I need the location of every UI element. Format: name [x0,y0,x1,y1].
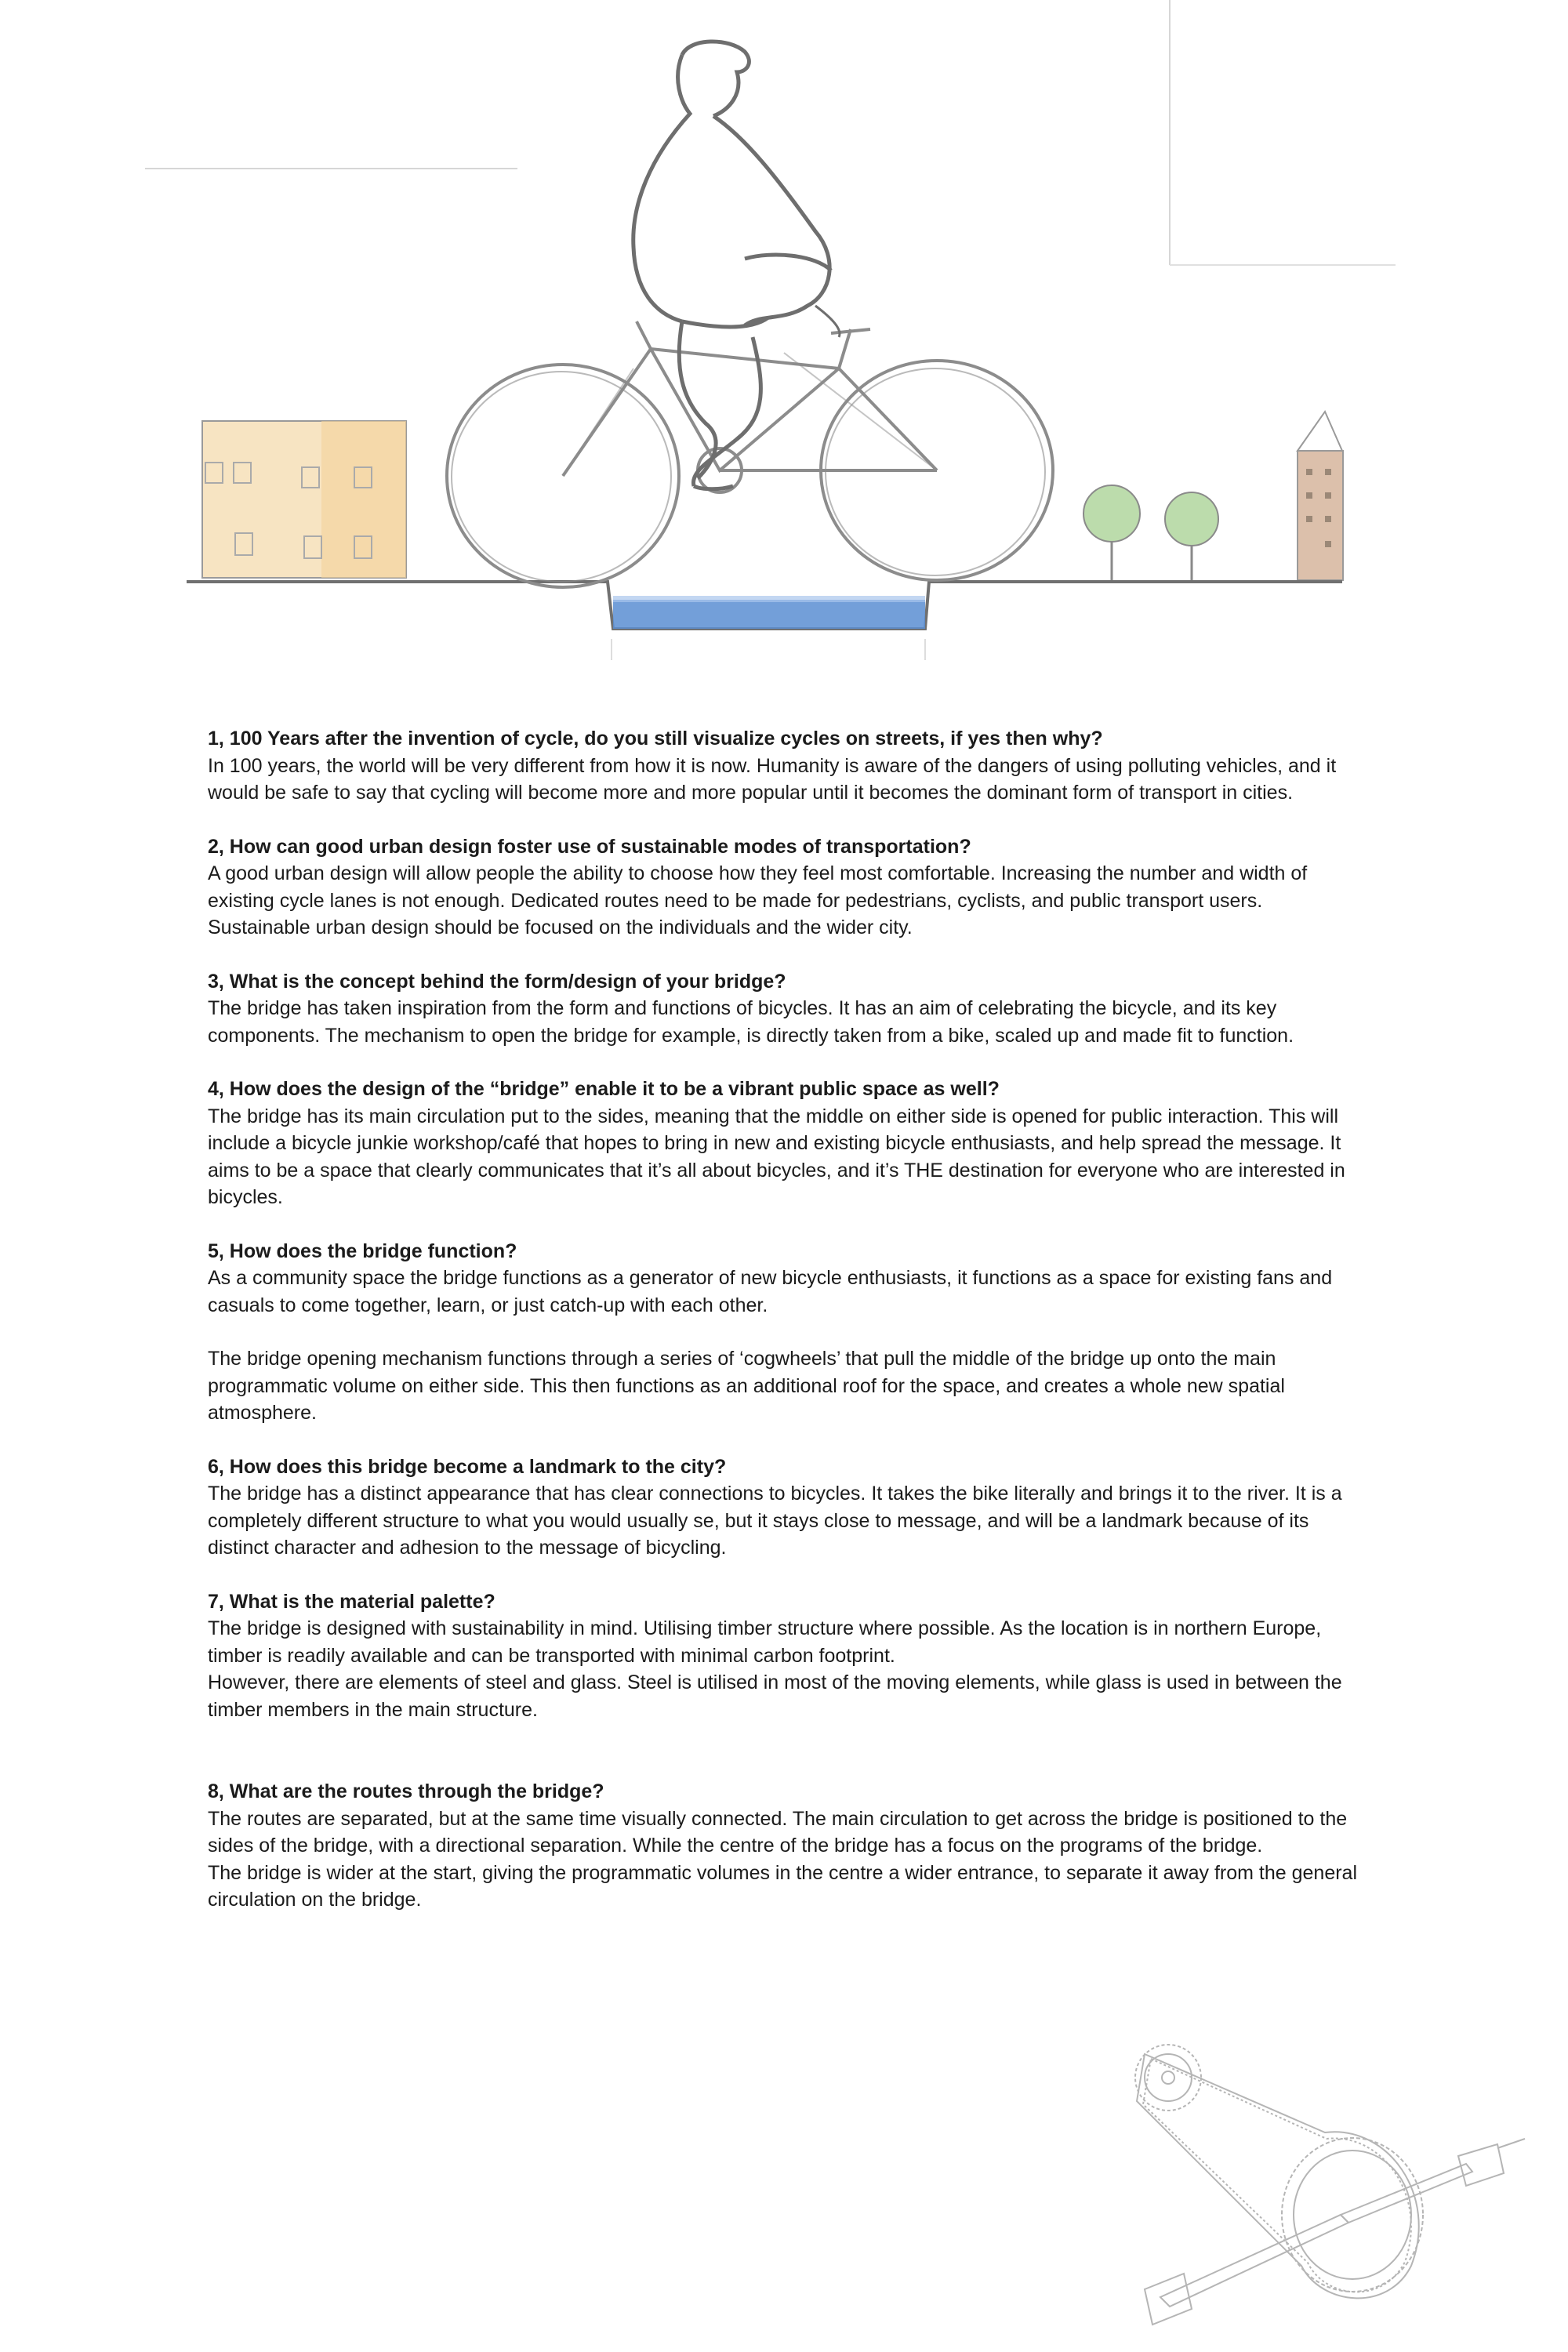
answer-6: The bridge has a distinct appearance that has clear connections to bicycles. It takes the bike literally and brings it to the river. It is a completely different structure to what you would usually se, but it stays close to message, and will be a landmark because of its distinct character and adhesion to the message of bicycling. [208,1483,1342,1559]
question-7: 7, What is the material palette? [208,1590,495,1613]
answer-7: The bridge is designed with sustainability in mind. Utilising timber structure where possible. As the location is in northern Europe, timber is readily available and can be transported with minimal carbon footprint. [208,1617,1322,1667]
chain-mechanism-sketch [1129,2038,1537,2336]
trees [1083,485,1218,582]
answer-7-part-2: However, there are elements of steel and glass. Steel is utilised in most of the moving elements, while glass is used in between the timber members in the main structure. [208,1671,1342,1721]
qa-section-5 [208,1238,1368,1427]
qa-section-4 [208,1076,1368,1211]
answer-1: In 100 years, the world will be very different from how it is now. Humanity is aware of the dangers of using polluting vehicles, and it would be safe to say that cycling will become more and more popular until it becomes the dominant form of transport in cities. [208,754,1337,804]
answer-4: The bridge has its main circulation put to the sides, meaning that the middle on either side is opened for public interaction. This will include a bicycle junkie workshop/café that hopes to bring in new and existing bicycle enthusiasts, and help spread the message. It aims to be a space that clearly communicates that it’s all about bicycles, and it’s THE destination for everyone who are interested in bicycles. [208,1105,1345,1208]
question-4: 4, How does the design of the “bridge” enable it to be a vibrant public space as well? [208,1078,1000,1100]
qa-section-3 [208,968,1368,1050]
bicycle [447,321,1053,587]
qa-section-6 [208,1454,1368,1562]
question-1: 1, 100 Years after the invention of cycle, do you still visualize cycles on streets, if yes then why? [208,728,1103,750]
question-5: 5, How does the bridge function? [208,1240,517,1262]
answer-5: As a community space the bridge functions as a generator of new bicycle enthusiasts, it functions as a space for existing fans and casuals to come together, learn, or just catch-up with each other. [208,1267,1333,1316]
answer-8-part-2: The bridge is wider at the start, giving the programmatic volumes in the centre a wider entrance, to separate it away from the general circulation on the bridge. [208,1861,1358,1911]
answer-8: The routes are separated, but at the same time visually connected. The main circulation to get across the bridge is positioned to the sides of the bridge, with a directional separation. While the centre of the bridge has a focus on the programs of the bridge. [208,1807,1348,1857]
qa-section-8 [208,1778,1368,1914]
building-left [202,421,406,578]
answer-5-part-2: The bridge opening mechanism functions through a series of ‘cogwheels’ that pull the middle of the bridge up onto the main programmatic volume on either side. This then functions as an additional roof for the space, and creates a whole new spatial atmosphere. [208,1348,1285,1424]
qa-section-2 [208,833,1368,942]
question-8: 8, What are the routes through the bridge? [208,1780,604,1802]
river [613,596,925,629]
answer-3: The bridge has taken inspiration from the form and functions of bicycles. It has an aim of celebrating the bicycle, and its key components. The mechanism to open the bridge for example, is directly taken from a bike, scaled up and made fit to function. [208,997,1294,1047]
building-right [1298,412,1343,580]
qa-section-1 [208,725,1368,807]
qa-section-7 [208,1588,1368,1724]
cyclist-bridge-sketch [0,0,1568,706]
question-3: 3, What is the concept behind the form/design of your bridge? [208,970,786,993]
question-2: 2, How can good urban design foster use of sustainable modes of transportation? [208,835,971,858]
answer-2: A good urban design will allow people the ability to choose how they feel most comfortable. Increasing the number and width of existing cycle lanes is not enough. Dedicated routes need to be made for pedestrians, cyclists, and public transport users. Sustainable urban design should be focused on the individuals and the wider city. [208,862,1308,938]
question-6: 6, How does this bridge become a landmark to the city? [208,1455,727,1478]
qa-document [208,725,1368,1940]
